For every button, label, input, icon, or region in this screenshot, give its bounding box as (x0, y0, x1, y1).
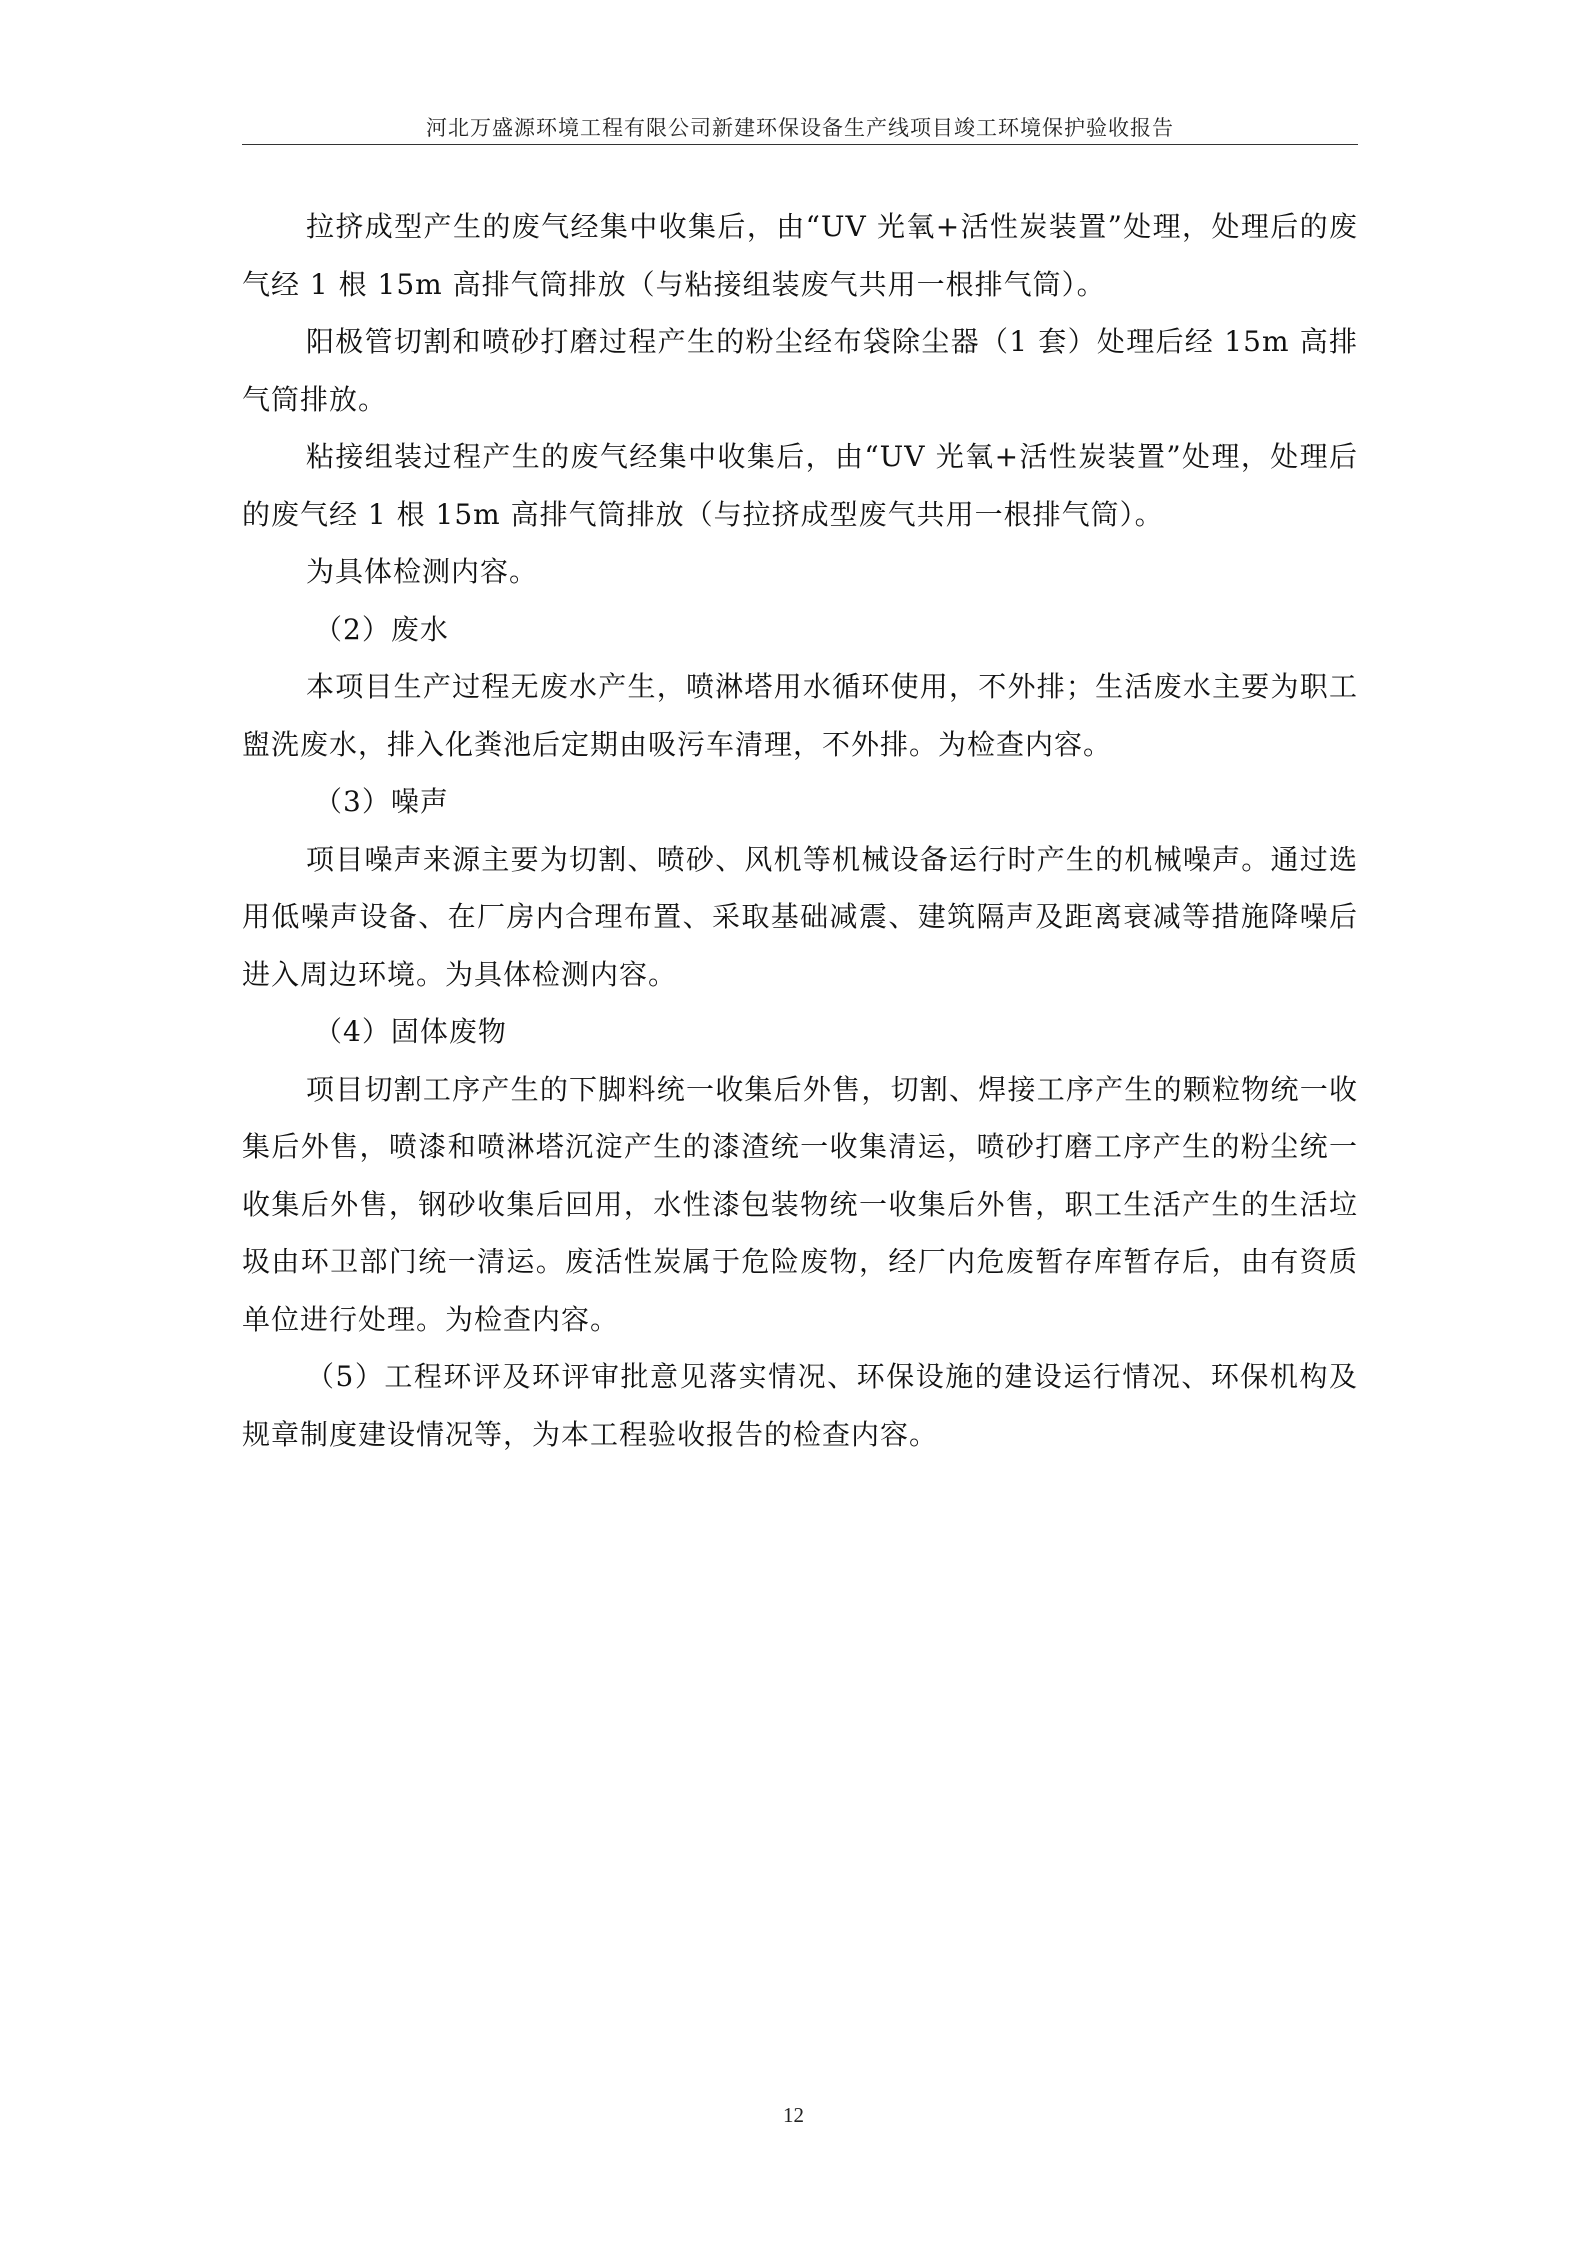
paragraph-solid-waste: 项目切割工序产生的下脚料统一收集后外售，切割、焊接工序产生的颗粒物统一收集后外售，喷漆和喷淋塔沉淀产生的漆渣统一收集清运，喷砂打磨工序产生的粉尘统一收集后外售，钢砂收集后回用，水性漆包装物统一收集后外售，职工生活产生的生活垃圾由环卫部门统一清运。废活性炭属于危险废物，经厂内危废暂存库暂存后，由有资质单位进行处理。为检查内容。 (242, 1072, 1358, 1336)
page-number: 12 (783, 2103, 804, 2127)
paragraph-bonding-exhaust: 粘接组装过程产生的废气经集中收集后，由“UV 光氧+活性炭装置”处理，处理后的废气经 1 根 15m 高排气筒排放（与拉挤成型废气共用一根排气筒）。 (242, 440, 1358, 531)
paragraph-dust-treatment: 阳极管切割和喷砂打磨过程产生的粉尘经布袋除尘器（1 套）处理后经 15m 高排气筒排放。 (242, 325, 1358, 416)
paragraph-wastewater: 本项目生产过程无废水产生，喷淋塔用水循环使用，不外排；生活废水主要为职工盥洗废水，排入化粪池后定期由吸污车清理，不外排。为检查内容。 (242, 670, 1358, 761)
section-heading-noise: （3）噪声 (314, 785, 449, 818)
paragraph-detection-note: 为具体检测内容。 (306, 555, 539, 588)
paragraph-noise: 项目噪声来源主要为切割、喷砂、风机等机械设备运行时产生的机械噪声。通过选用低噪声设备、在厂房内合理布置、采取基础减震、建筑隔声及距离衰减等措施降噪后进入周边环境。为具体检测内容。 (242, 842, 1358, 991)
document-body (242, 198, 1358, 1463)
paragraph-pultrusion-exhaust: 拉挤成型产生的废气经集中收集后，由“UV 光氧+活性炭装置”处理，处理后的废气经 1 根 15m 高排气筒排放（与粘接组装废气共用一根排气筒）。 (242, 210, 1358, 301)
header-rule (242, 144, 1358, 145)
paragraph-inspection-scope: （5）工程环评及环评审批意见落实情况、环保设施的建设运行情况、环保机构及规章制度建设情况等，为本工程验收报告的检查内容。 (242, 1360, 1358, 1451)
section-heading-wastewater: （2）废水 (314, 612, 449, 646)
section-heading-solid-waste: （4）固体废物 (314, 1015, 507, 1048)
running-header: 河北万盛源环境工程有限公司新建环保设备生产线项目竣工环境保护验收报告 (426, 116, 1174, 140)
